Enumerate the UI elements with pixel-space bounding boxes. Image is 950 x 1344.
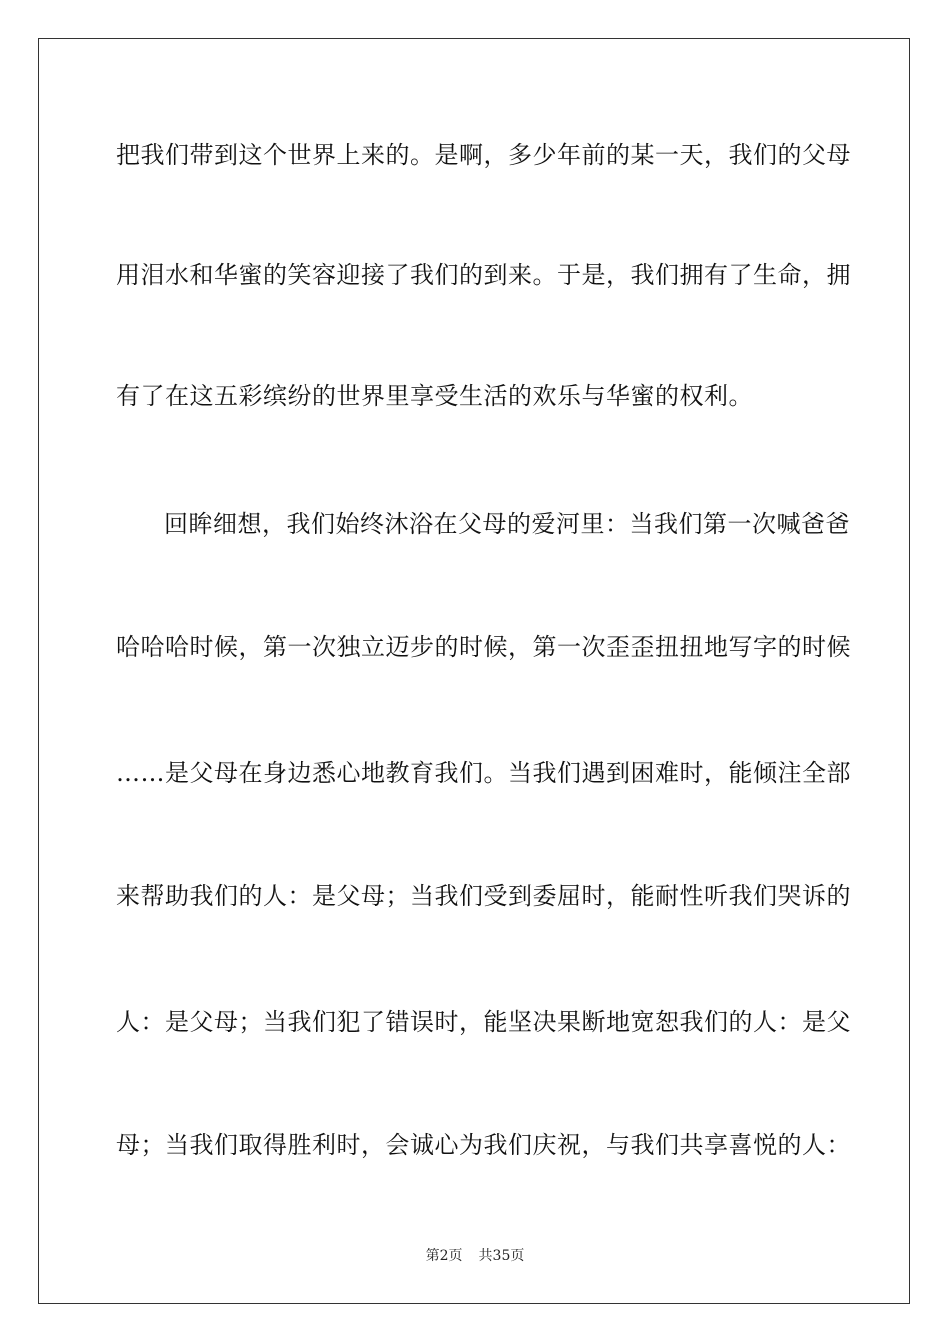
paragraph-line: 母；当我们取得胜利时，会诚心为我们庆祝，与我们共享喜悦的人：: [116, 1131, 851, 1159]
paragraph-line: 用泪水和华蜜的笑容迎接了我们的到来。于是，我们拥有了生命，拥: [116, 261, 851, 289]
paragraph-line: 哈哈哈时候，第一次独立迈步的时候，第一次歪歪扭扭地写字的时候: [116, 633, 851, 661]
paragraph-line: 有了在这五彩缤纷的世界里享受生活的欢乐与华蜜的权利。: [116, 382, 753, 410]
paragraph-line: 人：是父母；当我们犯了错误时，能坚决果断地宽恕我们的人：是父: [116, 1008, 851, 1036]
page-number: 第2页: [425, 1248, 463, 1264]
paragraph-line: ……是父母在身边悉心地教育我们。当我们遇到困难时，能倾注全部: [116, 759, 851, 787]
paragraph-line: 来帮助我们的人：是父母；当我们受到委屈时，能耐性听我们哭诉的: [116, 882, 851, 910]
page-total: 共35页: [478, 1248, 525, 1264]
paragraph-line: 回眸细想，我们始终沐浴在父母的爱河里：当我们第一次喊爸爸: [164, 510, 850, 538]
paragraph-line: 把我们带到这个世界上来的。是啊，多少年前的某一天，我们的父母: [116, 141, 851, 169]
page-footer: [0, 1247, 950, 1265]
page-border: [38, 38, 910, 1304]
